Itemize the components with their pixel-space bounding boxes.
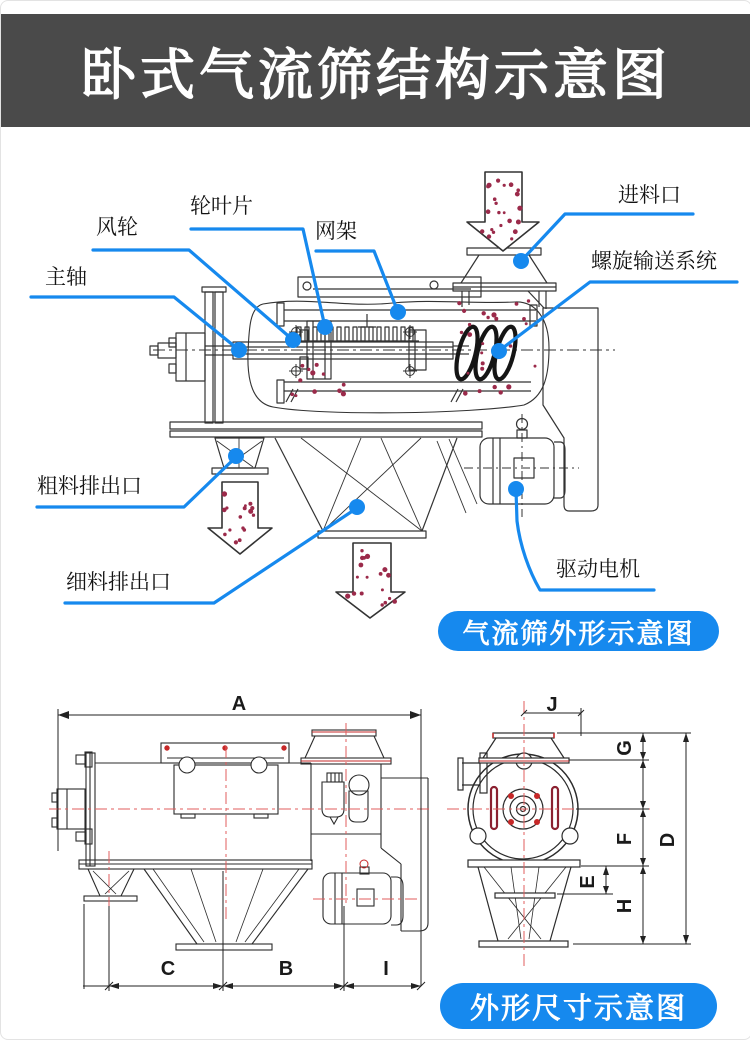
side-view-dimensions — [58, 709, 425, 991]
feed-inlet-funnel — [453, 248, 556, 309]
feed-arrow — [467, 172, 539, 251]
side-view-centerlines — [49, 723, 433, 921]
fine-outlet-funnel — [275, 438, 457, 538]
diagram-canvas — [1, 1, 750, 1039]
structure-caption-badge: 气流筛外形示意图 — [438, 611, 719, 651]
label-coarse-outlet: 粗料排出口 — [37, 475, 142, 498]
dim-letter-e: E — [577, 875, 599, 889]
dim-letter-i: I — [383, 958, 389, 980]
label-mesh-frame: 网架 — [315, 220, 357, 243]
label-fine-outlet: 细料排出口 — [66, 571, 171, 594]
label-main-shaft: 主轴 — [45, 266, 87, 289]
dim-letter-a: A — [231, 693, 247, 715]
fine-discharge-arrow — [336, 543, 405, 618]
side-view-dim-arrows — [58, 711, 421, 989]
dim-letter-f: F — [614, 832, 636, 846]
label-feed-inlet: 进料口 — [618, 184, 681, 207]
label-screw-conveyor: 螺旋输送系统 — [591, 250, 717, 273]
end-view-drawing — [458, 733, 580, 947]
dim-letter-d: D — [657, 832, 679, 848]
dim-letter-b: B — [278, 958, 294, 980]
base-deck — [170, 422, 482, 437]
label-drive-motor: 驱动电机 — [556, 558, 640, 581]
end-view-dimensions — [521, 708, 691, 944]
dim-letter-j: J — [546, 694, 558, 716]
label-wheel-blade: 轮叶片 — [190, 195, 253, 218]
right-air-duct — [528, 291, 598, 511]
material-flow-arrows — [208, 172, 539, 618]
page-title: 卧式气流筛结构示意图 — [80, 44, 671, 106]
side-view-drawing — [52, 730, 428, 950]
left-bearing — [150, 333, 233, 381]
dimension-letters — [161, 693, 679, 980]
dim-letter-c: C — [160, 958, 176, 980]
dim-letter-h: H — [614, 898, 636, 914]
dimension-caption-badge: 外形尺寸示意图 — [440, 983, 717, 1029]
label-wind-wheel: 风轮 — [96, 216, 138, 239]
leader-dots — [228, 253, 529, 515]
machine-structure-drawing — [150, 172, 615, 618]
dim-letter-g: G — [614, 740, 636, 756]
